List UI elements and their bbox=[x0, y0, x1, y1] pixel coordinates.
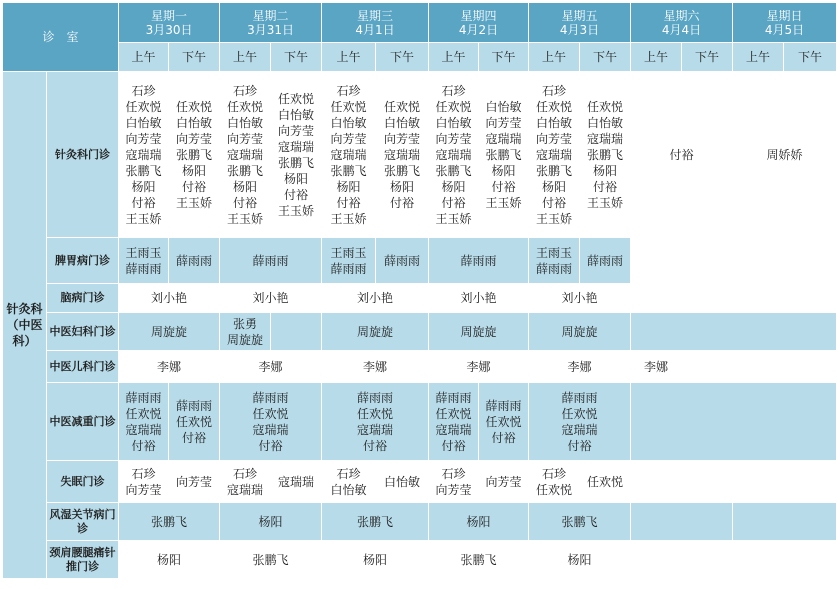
schedule-cell bbox=[322, 461, 376, 503]
doctor-name: 白怡敏 bbox=[330, 482, 367, 497]
doctor-name: 任欢悦 bbox=[125, 406, 162, 421]
doctor-name: 寇瑞瑞 bbox=[252, 422, 289, 437]
doctor-name: 付裕 bbox=[542, 195, 567, 210]
am-header: 上午 bbox=[733, 43, 784, 72]
category-label: 针灸科（中医科） bbox=[3, 72, 47, 579]
doctor-name: 石珍 bbox=[233, 83, 258, 98]
schedule-cell bbox=[119, 461, 169, 503]
doctor-name: 王玉娇 bbox=[125, 211, 162, 226]
clinic-name: 中医减重门诊 bbox=[47, 383, 119, 461]
doctor-name: 薛雨雨 bbox=[176, 398, 213, 413]
doctor-name: 李娜 bbox=[644, 359, 669, 374]
schedule-cell bbox=[119, 284, 220, 313]
doctor-name: 张鹏飞 bbox=[384, 163, 421, 178]
doctor-name: 李娜 bbox=[363, 359, 388, 374]
doctor-name: 付裕 bbox=[131, 195, 156, 210]
doctor-name: 张鹏飞 bbox=[587, 147, 624, 162]
clinic-row-gynecology bbox=[3, 313, 837, 351]
schedule-cell bbox=[529, 541, 631, 579]
doctor-name: 薛雨雨 bbox=[561, 390, 598, 405]
day-header-sun: 星期日 4月5日 bbox=[733, 3, 837, 43]
doctor-name: 李娜 bbox=[466, 359, 491, 374]
schedule-cell bbox=[322, 72, 376, 238]
doctor-name: 薛雨雨 bbox=[125, 390, 162, 405]
doctor-name: 薛雨雨 bbox=[435, 390, 472, 405]
doctor-name: 王雨玉 bbox=[536, 245, 573, 260]
schedule-cell bbox=[631, 541, 733, 579]
doctor-name: 任欢悦 bbox=[384, 99, 421, 114]
doctor-name: 付裕 bbox=[390, 195, 415, 210]
day-header-tue: 星期二 3月31日 bbox=[220, 3, 322, 43]
schedule-cell bbox=[376, 238, 429, 284]
doctor-name: 张鹏飞 bbox=[536, 163, 573, 178]
am-header: 上午 bbox=[631, 43, 682, 72]
schedule-cell bbox=[529, 72, 580, 238]
doctor-name: 任欢悦 bbox=[252, 406, 289, 421]
doctor-name: 向芳莹 bbox=[536, 131, 573, 146]
doctor-name: 李娜 bbox=[258, 359, 283, 374]
doctor-name: 付裕 bbox=[567, 438, 592, 453]
doctor-name: 向芳莹 bbox=[435, 482, 472, 497]
doctor-name: 付裕 bbox=[182, 179, 207, 194]
dept-header: 诊 室 bbox=[3, 3, 119, 72]
doctor-name: 寇瑞瑞 bbox=[384, 147, 421, 162]
doctor-name: 寇瑞瑞 bbox=[435, 422, 472, 437]
pm-header: 下午 bbox=[271, 43, 322, 72]
clinic-row-weight-loss bbox=[3, 383, 837, 461]
doctor-name: 向芳莹 bbox=[278, 123, 315, 138]
doctor-name: 杨阳 bbox=[284, 171, 309, 186]
schedule-cell bbox=[271, 313, 322, 351]
doctor-name: 付裕 bbox=[284, 187, 309, 202]
doctor-name: 寇瑞瑞 bbox=[278, 474, 315, 489]
doctor-name: 白怡敏 bbox=[485, 99, 522, 114]
schedule-cell bbox=[169, 383, 220, 461]
doctor-name: 向芳莹 bbox=[125, 482, 162, 497]
doctor-name: 薛雨雨 bbox=[252, 253, 289, 268]
doctor-name: 杨阳 bbox=[593, 163, 618, 178]
doctor-name: 王玉娇 bbox=[485, 195, 522, 210]
doctor-name: 李娜 bbox=[567, 359, 592, 374]
clinic-row-brain bbox=[3, 284, 837, 313]
schedule-cell bbox=[169, 461, 220, 503]
doctor-name: 杨阳 bbox=[157, 552, 182, 567]
doctor-name: 寇瑞瑞 bbox=[227, 482, 264, 497]
schedule-cell bbox=[322, 351, 429, 383]
doctor-name: 石珍 bbox=[233, 466, 258, 481]
doctor-name: 张鹏飞 bbox=[561, 514, 598, 529]
schedule-cell bbox=[119, 238, 169, 284]
schedule-cell bbox=[580, 72, 631, 238]
doctor-name: 寇瑞瑞 bbox=[485, 131, 522, 146]
doctor-name: 付裕 bbox=[233, 195, 258, 210]
clinic-name: 针灸科门诊 bbox=[47, 72, 119, 238]
clinic-name: 脾胃病门诊 bbox=[47, 238, 119, 284]
doctor-name: 薛雨雨 bbox=[587, 253, 624, 268]
pm-header: 下午 bbox=[169, 43, 220, 72]
schedule-cell bbox=[119, 383, 169, 461]
doctor-name: 白怡敏 bbox=[587, 115, 624, 130]
schedule-cell bbox=[169, 238, 220, 284]
doctor-name: 王玉娇 bbox=[227, 211, 264, 226]
doctor-name: 白怡敏 bbox=[536, 115, 573, 130]
schedule-cell bbox=[479, 383, 529, 461]
doctor-name: 王玉娇 bbox=[536, 211, 573, 226]
schedule-cell bbox=[631, 313, 837, 351]
doctor-name: 张鹏飞 bbox=[252, 552, 289, 567]
schedule-cell bbox=[429, 313, 529, 351]
schedule-cell bbox=[529, 351, 631, 383]
doctor-name: 薛雨雨 bbox=[536, 261, 573, 276]
doctor-name: 付裕 bbox=[441, 438, 466, 453]
schedule-cell bbox=[479, 461, 529, 503]
doctor-name: 任欢悦 bbox=[357, 406, 394, 421]
doctor-name: 白怡敏 bbox=[435, 115, 472, 130]
doctor-name: 寇瑞瑞 bbox=[227, 147, 264, 162]
schedule-cell bbox=[119, 72, 169, 238]
doctor-name: 薛雨雨 bbox=[357, 390, 394, 405]
doctor-name: 任欢悦 bbox=[176, 99, 213, 114]
doctor-name: 白怡敏 bbox=[125, 115, 162, 130]
doctor-name: 向芳莹 bbox=[485, 474, 522, 489]
schedule-cell bbox=[479, 72, 529, 238]
schedule-cell bbox=[733, 541, 837, 579]
doctor-name: 任欢悦 bbox=[278, 91, 315, 106]
schedule-cell bbox=[322, 503, 429, 541]
doctor-name: 张鹏飞 bbox=[485, 147, 522, 162]
doctor-name: 杨阳 bbox=[336, 179, 361, 194]
doctor-name: 张勇 bbox=[233, 316, 258, 331]
clinic-name: 颈肩腰腿痛针推门诊 bbox=[47, 541, 119, 579]
doctor-name: 周旋旋 bbox=[151, 324, 188, 339]
doctor-name: 薛雨雨 bbox=[125, 261, 162, 276]
doctor-name: 白怡敏 bbox=[227, 115, 264, 130]
doctor-name: 王玉娇 bbox=[587, 195, 624, 210]
schedule-cell bbox=[322, 541, 429, 579]
doctor-name: 石珍 bbox=[131, 466, 156, 481]
doctor-name: 付裕 bbox=[441, 195, 466, 210]
schedule-cell bbox=[631, 503, 733, 541]
doctor-name: 王玉娇 bbox=[278, 203, 315, 218]
schedule-cell bbox=[271, 461, 322, 503]
schedule-cell bbox=[682, 351, 733, 383]
schedule-cell bbox=[580, 238, 631, 284]
doctor-name: 石珍 bbox=[441, 466, 466, 481]
pm-header: 下午 bbox=[479, 43, 529, 72]
doctor-name: 杨阳 bbox=[258, 514, 283, 529]
doctor-name: 任欢悦 bbox=[536, 482, 573, 497]
schedule-cell bbox=[429, 503, 529, 541]
doctor-name: 石珍 bbox=[336, 83, 361, 98]
doctor-name: 向芳莹 bbox=[176, 474, 213, 489]
doctor-name: 张鹏飞 bbox=[330, 163, 367, 178]
doctor-name: 任欢悦 bbox=[536, 99, 573, 114]
schedule-cell bbox=[631, 238, 837, 284]
doctor-name: 刘小艳 bbox=[151, 291, 188, 305]
doctor-name: 张鹏飞 bbox=[278, 155, 315, 170]
doctor-name: 寇瑞瑞 bbox=[278, 139, 315, 154]
schedule-cell bbox=[631, 351, 682, 383]
doctor-name: 付裕 bbox=[182, 430, 207, 445]
doctor-name: 白怡敏 bbox=[176, 115, 213, 130]
schedule-cell bbox=[220, 461, 271, 503]
clinic-row-insomnia bbox=[3, 461, 837, 503]
doctor-name: 付裕 bbox=[593, 179, 618, 194]
schedule-cell bbox=[631, 461, 733, 503]
doctor-name: 周旋旋 bbox=[357, 324, 394, 339]
doctor-name: 周旋旋 bbox=[227, 332, 264, 347]
doctor-name: 石珍 bbox=[131, 83, 156, 98]
doctor-name: 薛雨雨 bbox=[176, 253, 213, 268]
schedule-cell bbox=[733, 461, 837, 503]
doctor-name: 付裕 bbox=[491, 430, 516, 445]
doctor-name: 付裕 bbox=[258, 438, 283, 453]
doctor-name: 白怡敏 bbox=[384, 115, 421, 130]
doctor-name: 付裕 bbox=[131, 438, 156, 453]
doctor-name: 周旋旋 bbox=[460, 324, 497, 339]
schedule-cell bbox=[631, 284, 837, 313]
doctor-name: 李娜 bbox=[157, 359, 182, 374]
doctor-name: 任欢悦 bbox=[561, 406, 598, 421]
doctor-name: 张鹏飞 bbox=[460, 552, 497, 567]
day-header-fri: 星期五 4月3日 bbox=[529, 3, 631, 43]
doctor-name: 王玉娇 bbox=[435, 211, 472, 226]
day-header-thu: 星期四 4月2日 bbox=[429, 3, 529, 43]
doctor-name: 刘小艳 bbox=[357, 291, 394, 305]
am-header: 上午 bbox=[322, 43, 376, 72]
clinic-name: 失眠门诊 bbox=[47, 461, 119, 503]
clinic-row-neck-back bbox=[3, 541, 837, 579]
doctor-name: 向芳莹 bbox=[384, 131, 421, 146]
doctor-name: 杨阳 bbox=[542, 179, 567, 194]
schedule-cell bbox=[733, 351, 837, 383]
header-row-ampm bbox=[3, 43, 837, 72]
am-header: 上午 bbox=[119, 43, 169, 72]
schedule-cell bbox=[376, 72, 429, 238]
clinic-row-acupuncture bbox=[3, 72, 837, 238]
doctor-name: 寇瑞瑞 bbox=[125, 422, 162, 437]
clinic-row-spleen-stomach bbox=[3, 238, 837, 284]
doctor-name: 任欢悦 bbox=[125, 99, 162, 114]
doctor-name: 刘小艳 bbox=[252, 291, 289, 305]
doctor-name: 石珍 bbox=[542, 466, 567, 481]
day-header-sat: 星期六 4月4日 bbox=[631, 3, 733, 43]
doctor-name: 王雨玉 bbox=[125, 245, 162, 260]
schedule-cell bbox=[429, 72, 479, 238]
doctor-name: 寇瑞瑞 bbox=[435, 147, 472, 162]
doctor-name: 寇瑞瑞 bbox=[536, 147, 573, 162]
schedule-cell bbox=[631, 72, 733, 238]
doctor-name: 寇瑞瑞 bbox=[330, 147, 367, 162]
doctor-name: 任欢悦 bbox=[227, 99, 264, 114]
schedule-cell bbox=[580, 461, 631, 503]
pm-header: 下午 bbox=[784, 43, 837, 72]
schedule-cell bbox=[529, 313, 631, 351]
doctor-name: 白怡敏 bbox=[278, 107, 315, 122]
schedule-cell bbox=[220, 313, 271, 351]
schedule-cell bbox=[429, 461, 479, 503]
schedule-cell bbox=[733, 72, 837, 238]
schedule-cell bbox=[429, 541, 529, 579]
pm-header: 下午 bbox=[580, 43, 631, 72]
doctor-name: 张鹏飞 bbox=[176, 147, 213, 162]
schedule-cell bbox=[220, 351, 322, 383]
schedule-cell bbox=[529, 383, 631, 461]
schedule-cell bbox=[119, 351, 220, 383]
doctor-name: 张鹏飞 bbox=[125, 163, 162, 178]
doctor-name: 付裕 bbox=[491, 179, 516, 194]
schedule-cell bbox=[220, 72, 271, 238]
doctor-name: 寇瑞瑞 bbox=[587, 131, 624, 146]
schedule-cell bbox=[220, 541, 322, 579]
doctor-name: 周旋旋 bbox=[561, 324, 598, 339]
schedule-cell bbox=[529, 503, 631, 541]
doctor-name: 任欢悦 bbox=[330, 99, 367, 114]
doctor-name: 薛雨雨 bbox=[460, 253, 497, 268]
doctor-name: 刘小艳 bbox=[460, 291, 497, 305]
doctor-name: 薛雨雨 bbox=[252, 390, 289, 405]
clinic-name: 脑病门诊 bbox=[47, 284, 119, 313]
am-header: 上午 bbox=[220, 43, 271, 72]
schedule-cell bbox=[220, 383, 322, 461]
day-header-mon: 星期一 3月30日 bbox=[119, 3, 220, 43]
pm-header: 下午 bbox=[682, 43, 733, 72]
doctor-name: 刘小艳 bbox=[561, 291, 598, 305]
clinic-name: 风湿关节病门诊 bbox=[47, 503, 119, 541]
pm-header: 下午 bbox=[376, 43, 429, 72]
doctor-name: 杨阳 bbox=[131, 179, 156, 194]
doctor-name: 任欢悦 bbox=[435, 99, 472, 114]
doctor-name: 王雨玉 bbox=[330, 245, 367, 260]
schedule-cell bbox=[529, 238, 580, 284]
doctor-name: 任欢悦 bbox=[176, 414, 213, 429]
schedule-cell bbox=[220, 503, 322, 541]
doctor-name: 杨阳 bbox=[567, 552, 592, 567]
schedule-cell bbox=[376, 461, 429, 503]
schedule-cell bbox=[322, 238, 376, 284]
clinic-name: 中医妇科门诊 bbox=[47, 313, 119, 351]
doctor-name: 薛雨雨 bbox=[485, 398, 522, 413]
doctor-name: 任欢悦 bbox=[435, 406, 472, 421]
doctor-name: 寇瑞瑞 bbox=[561, 422, 598, 437]
schedule-cell bbox=[322, 313, 429, 351]
schedule-cell bbox=[429, 351, 529, 383]
doctor-name: 寇瑞瑞 bbox=[357, 422, 394, 437]
schedule-cell bbox=[220, 238, 322, 284]
day-header-wed: 星期三 4月1日 bbox=[322, 3, 429, 43]
doctor-name: 任欢悦 bbox=[587, 474, 624, 489]
doctor-name: 向芳莹 bbox=[227, 131, 264, 146]
doctor-name: 白怡敏 bbox=[330, 115, 367, 130]
doctor-name: 石珍 bbox=[336, 466, 361, 481]
schedule-cell bbox=[733, 503, 837, 541]
am-header: 上午 bbox=[429, 43, 479, 72]
schedule-cell bbox=[322, 383, 429, 461]
doctor-name: 张鹏飞 bbox=[357, 514, 394, 529]
schedule-cell bbox=[169, 72, 220, 238]
clinic-name: 中医儿科门诊 bbox=[47, 351, 119, 383]
schedule-cell bbox=[119, 503, 220, 541]
schedule-cell bbox=[220, 284, 322, 313]
doctor-name: 杨阳 bbox=[390, 179, 415, 194]
doctor-name: 任欢悦 bbox=[485, 414, 522, 429]
doctor-name: 周娇娇 bbox=[766, 147, 803, 162]
schedule-cell bbox=[429, 284, 529, 313]
doctor-name: 杨阳 bbox=[233, 179, 258, 194]
schedule-cell bbox=[529, 461, 580, 503]
schedule-cell bbox=[631, 383, 837, 461]
doctor-name: 杨阳 bbox=[363, 552, 388, 567]
doctor-name: 向芳莹 bbox=[435, 131, 472, 146]
doctor-name: 王玉娇 bbox=[176, 195, 213, 210]
doctor-name: 付裕 bbox=[336, 195, 361, 210]
clinic-row-rheumatism bbox=[3, 503, 837, 541]
doctor-name: 薛雨雨 bbox=[330, 261, 367, 276]
schedule-cell bbox=[119, 313, 220, 351]
doctor-name: 向芳莹 bbox=[176, 131, 213, 146]
doctor-name: 杨阳 bbox=[491, 163, 516, 178]
doctor-name: 向芳莹 bbox=[125, 131, 162, 146]
doctor-name: 向芳莹 bbox=[330, 131, 367, 146]
doctor-name: 付裕 bbox=[363, 438, 388, 453]
header-row-days bbox=[3, 3, 837, 43]
doctor-name: 向芳莹 bbox=[485, 115, 522, 130]
clinic-row-pediatrics bbox=[3, 351, 837, 383]
doctor-name: 付裕 bbox=[669, 147, 694, 162]
doctor-name: 白怡敏 bbox=[384, 474, 421, 489]
doctor-name: 寇瑞瑞 bbox=[125, 147, 162, 162]
doctor-name: 张鹏飞 bbox=[435, 163, 472, 178]
schedule-cell bbox=[322, 284, 429, 313]
doctor-name: 石珍 bbox=[542, 83, 567, 98]
am-header: 上午 bbox=[529, 43, 580, 72]
schedule-cell bbox=[429, 238, 529, 284]
doctor-name: 杨阳 bbox=[182, 163, 207, 178]
doctor-name: 任欢悦 bbox=[587, 99, 624, 114]
doctor-name: 杨阳 bbox=[441, 179, 466, 194]
doctor-name: 杨阳 bbox=[466, 514, 491, 529]
doctor-name: 石珍 bbox=[441, 83, 466, 98]
schedule-cell bbox=[529, 284, 631, 313]
doctor-name: 张鹏飞 bbox=[151, 514, 188, 529]
doctor-name: 王玉娇 bbox=[330, 211, 367, 226]
clinic-schedule-table bbox=[2, 2, 837, 579]
doctor-name: 薛雨雨 bbox=[384, 253, 421, 268]
schedule-cell bbox=[429, 383, 479, 461]
schedule-cell bbox=[119, 541, 220, 579]
doctor-name: 张鹏飞 bbox=[227, 163, 264, 178]
schedule-cell bbox=[271, 72, 322, 238]
